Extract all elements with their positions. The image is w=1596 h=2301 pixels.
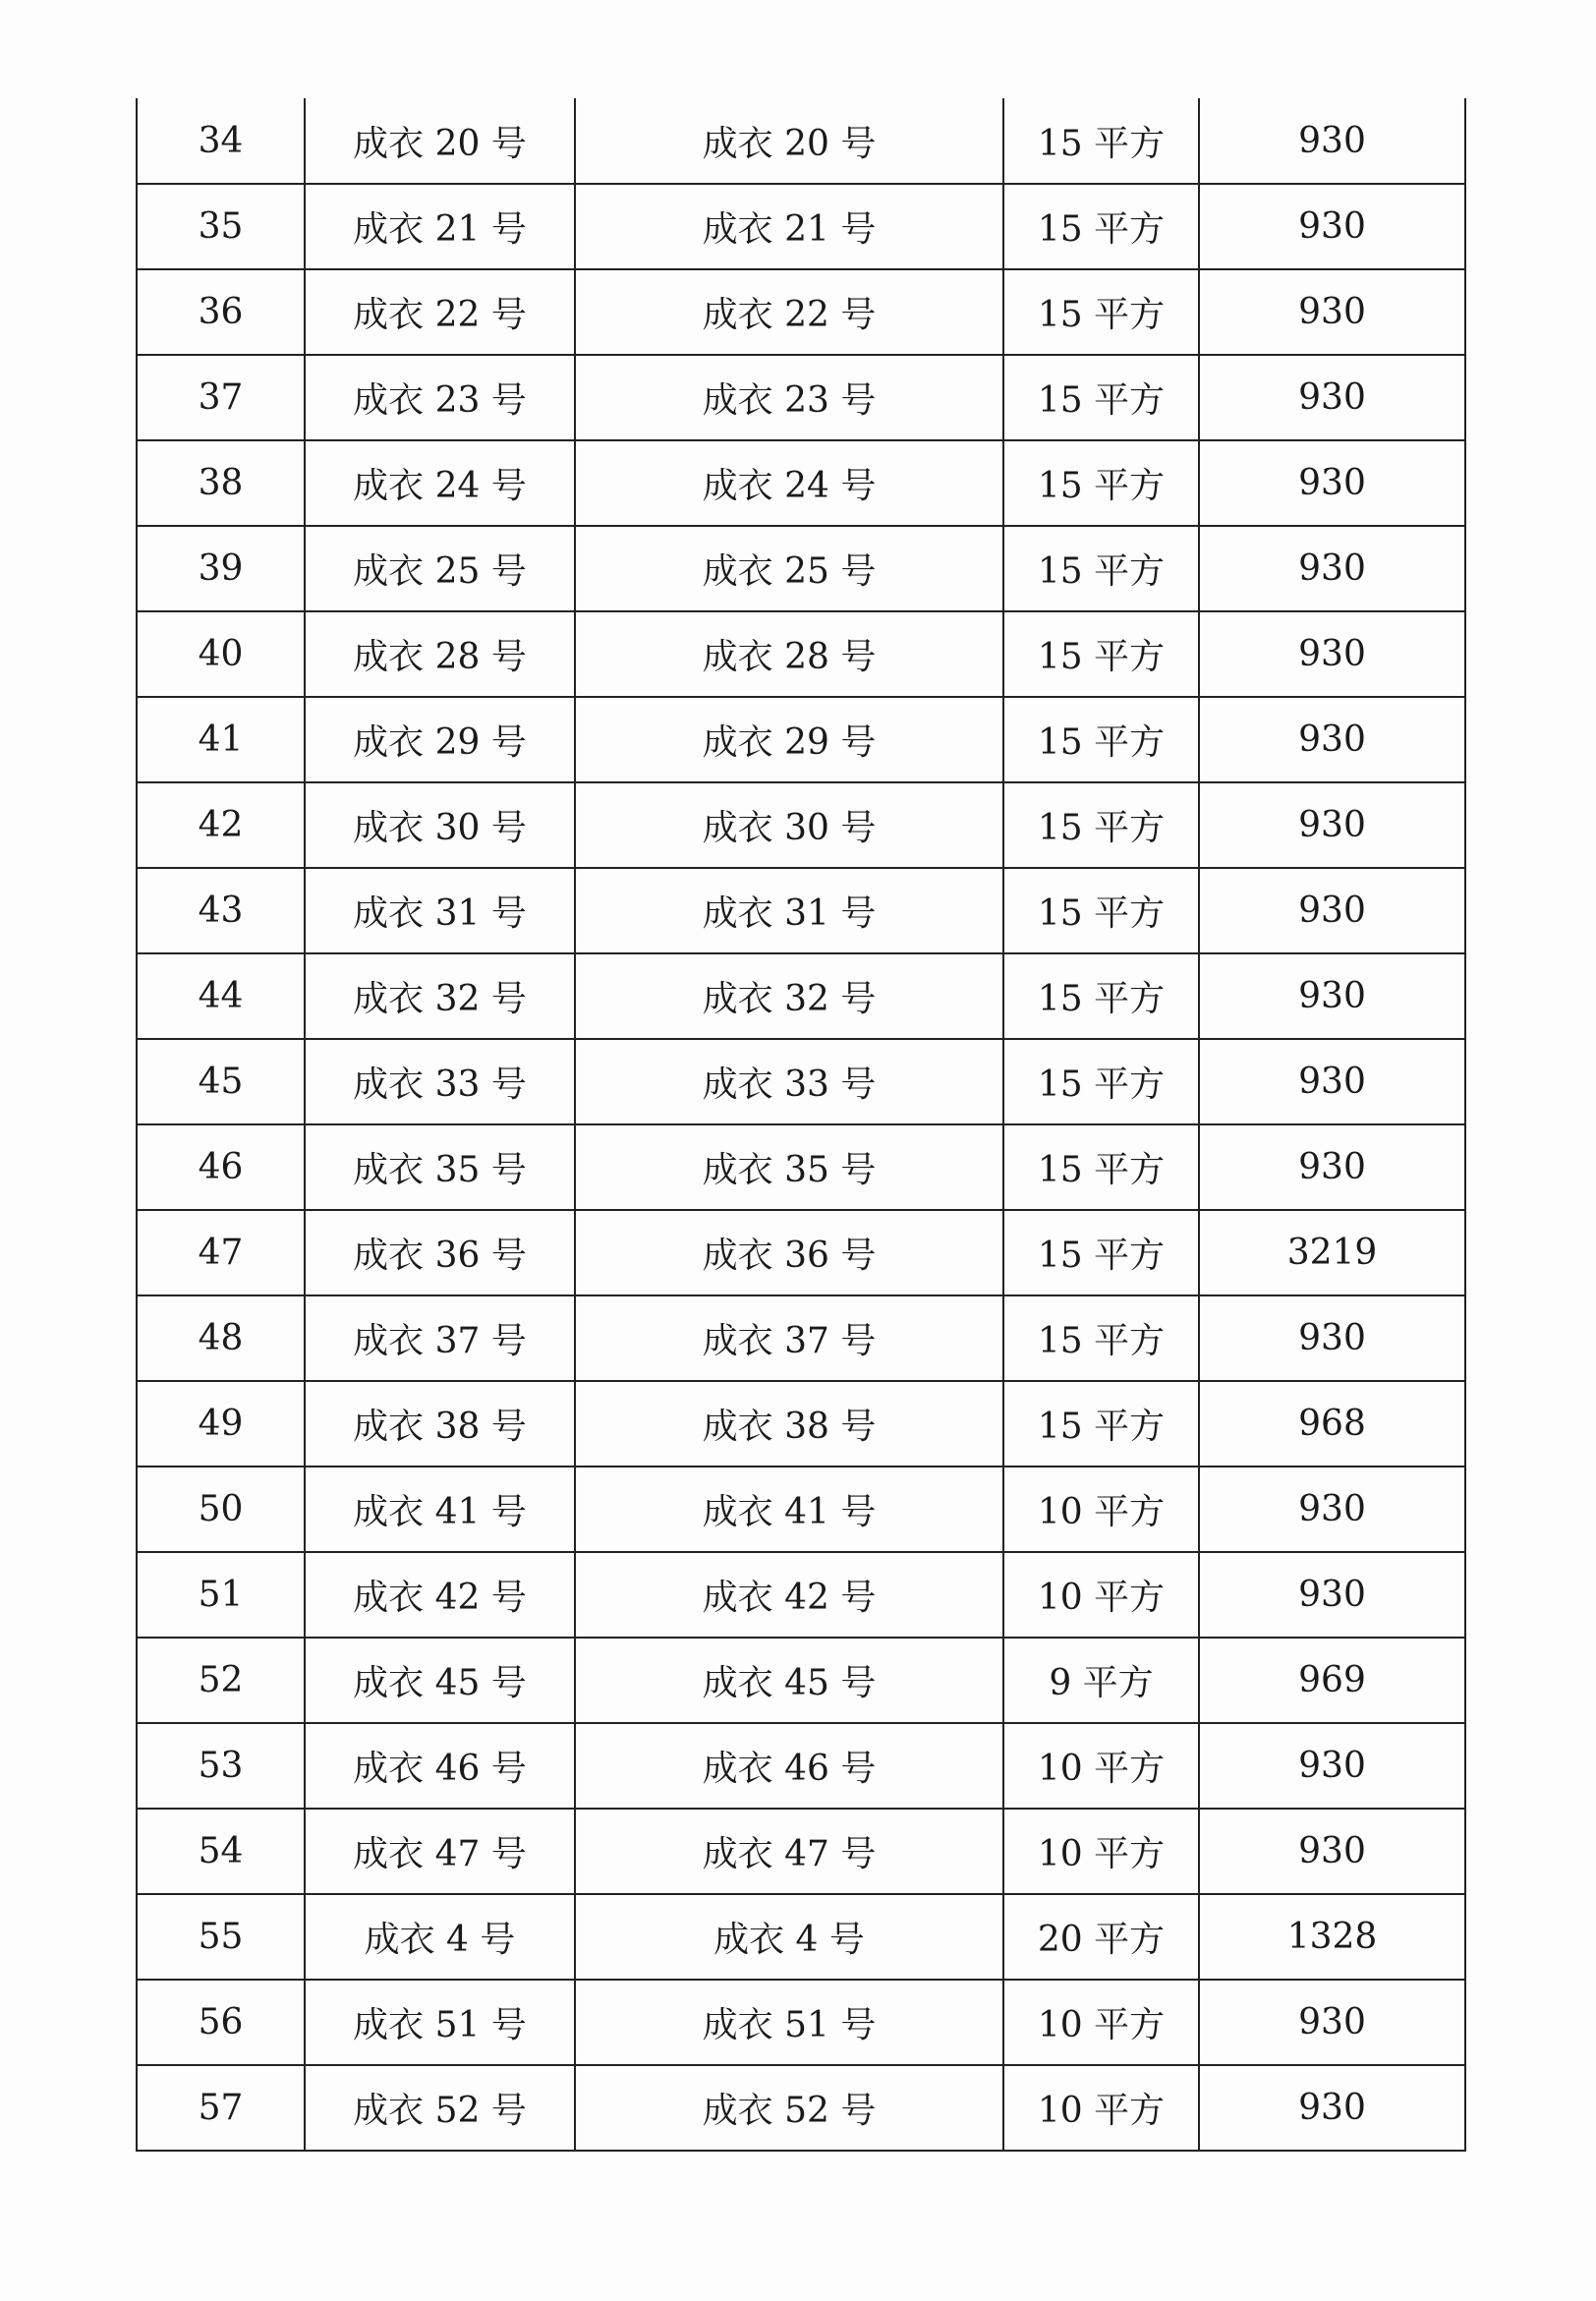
table-row bbox=[137, 1552, 1465, 1638]
stall-name-cell: 成衣 36 号 bbox=[305, 1210, 575, 1295]
row-number-cell: 45 bbox=[137, 1039, 305, 1124]
stall-name-cell: 成衣 47 号 bbox=[575, 1809, 1003, 1894]
stall-name-cell: 成衣 21 号 bbox=[305, 184, 575, 269]
table-row bbox=[137, 1723, 1465, 1809]
stall-name-cell: 成衣 4 号 bbox=[305, 1894, 575, 1980]
stall-name-cell: 成衣 25 号 bbox=[305, 526, 575, 611]
stall-name-cell: 成衣 21 号 bbox=[575, 184, 1003, 269]
stall-name-cell: 成衣 32 号 bbox=[305, 953, 575, 1039]
row-number-cell: 49 bbox=[137, 1381, 305, 1467]
stall-name-cell: 成衣 29 号 bbox=[575, 697, 1003, 782]
row-number-cell: 38 bbox=[137, 440, 305, 526]
stall-table bbox=[136, 98, 1466, 2152]
table-row bbox=[137, 1467, 1465, 1552]
stall-name-cell: 成衣 38 号 bbox=[305, 1381, 575, 1467]
stall-name-cell: 成衣 45 号 bbox=[305, 1638, 575, 1723]
stall-name-cell: 成衣 51 号 bbox=[305, 1980, 575, 2065]
area-cell: 15 平方 bbox=[1003, 1295, 1199, 1381]
row-number-cell: 35 bbox=[137, 184, 305, 269]
row-number-cell: 48 bbox=[137, 1295, 305, 1381]
area-cell: 15 平方 bbox=[1003, 1210, 1199, 1295]
table-row bbox=[137, 1638, 1465, 1723]
row-number-cell: 52 bbox=[137, 1638, 305, 1723]
stall-name-cell: 成衣 22 号 bbox=[575, 269, 1003, 355]
amount-cell: 930 bbox=[1199, 1467, 1465, 1552]
stall-name-cell: 成衣 52 号 bbox=[305, 2065, 575, 2151]
stall-name-cell: 成衣 51 号 bbox=[575, 1980, 1003, 2065]
amount-cell: 930 bbox=[1199, 1124, 1465, 1210]
area-cell: 15 平方 bbox=[1003, 269, 1199, 355]
table-row bbox=[137, 1809, 1465, 1894]
stall-name-cell: 成衣 22 号 bbox=[305, 269, 575, 355]
row-number-cell: 47 bbox=[137, 1210, 305, 1295]
area-cell: 15 平方 bbox=[1003, 868, 1199, 953]
stall-name-cell: 成衣 28 号 bbox=[305, 611, 575, 697]
area-cell: 15 平方 bbox=[1003, 1039, 1199, 1124]
amount-cell: 1328 bbox=[1199, 1894, 1465, 1980]
stall-name-cell: 成衣 4 号 bbox=[575, 1894, 1003, 1980]
table-row bbox=[137, 782, 1465, 868]
stall-name-cell: 成衣 36 号 bbox=[575, 1210, 1003, 1295]
amount-cell: 930 bbox=[1199, 355, 1465, 440]
table-row bbox=[137, 953, 1465, 1039]
stall-name-cell: 成衣 30 号 bbox=[575, 782, 1003, 868]
table-row bbox=[137, 1124, 1465, 1210]
amount-cell: 968 bbox=[1199, 1381, 1465, 1467]
stall-name-cell: 成衣 24 号 bbox=[575, 440, 1003, 526]
table-body bbox=[137, 98, 1465, 2151]
table-row bbox=[137, 184, 1465, 269]
stall-name-cell: 成衣 33 号 bbox=[305, 1039, 575, 1124]
area-cell: 15 平方 bbox=[1003, 1381, 1199, 1467]
row-number-cell: 36 bbox=[137, 269, 305, 355]
table-row bbox=[137, 1039, 1465, 1124]
stall-name-cell: 成衣 46 号 bbox=[305, 1723, 575, 1809]
amount-cell: 930 bbox=[1199, 1980, 1465, 2065]
area-cell: 15 平方 bbox=[1003, 440, 1199, 526]
stall-name-cell: 成衣 42 号 bbox=[305, 1552, 575, 1638]
stall-name-cell: 成衣 45 号 bbox=[575, 1638, 1003, 1723]
table-row bbox=[137, 2065, 1465, 2151]
stall-name-cell: 成衣 47 号 bbox=[305, 1809, 575, 1894]
table-row bbox=[137, 1980, 1465, 2065]
amount-cell: 930 bbox=[1199, 2065, 1465, 2151]
area-cell: 15 平方 bbox=[1003, 355, 1199, 440]
row-number-cell: 53 bbox=[137, 1723, 305, 1809]
row-number-cell: 37 bbox=[137, 355, 305, 440]
row-number-cell: 43 bbox=[137, 868, 305, 953]
stall-name-cell: 成衣 35 号 bbox=[575, 1124, 1003, 1210]
amount-cell: 930 bbox=[1199, 98, 1465, 184]
row-number-cell: 34 bbox=[137, 98, 305, 184]
amount-cell: 930 bbox=[1199, 1295, 1465, 1381]
table-row bbox=[137, 1381, 1465, 1467]
amount-cell: 930 bbox=[1199, 611, 1465, 697]
stall-name-cell: 成衣 35 号 bbox=[305, 1124, 575, 1210]
area-cell: 9 平方 bbox=[1003, 1638, 1199, 1723]
amount-cell: 930 bbox=[1199, 269, 1465, 355]
table-row bbox=[137, 355, 1465, 440]
stall-name-cell: 成衣 23 号 bbox=[575, 355, 1003, 440]
row-number-cell: 50 bbox=[137, 1467, 305, 1552]
row-number-cell: 54 bbox=[137, 1809, 305, 1894]
table-row bbox=[137, 269, 1465, 355]
area-cell: 15 平方 bbox=[1003, 611, 1199, 697]
row-number-cell: 55 bbox=[137, 1894, 305, 1980]
stall-name-cell: 成衣 20 号 bbox=[575, 98, 1003, 184]
area-cell: 15 平方 bbox=[1003, 953, 1199, 1039]
table-row bbox=[137, 697, 1465, 782]
area-cell: 15 平方 bbox=[1003, 782, 1199, 868]
area-cell: 15 平方 bbox=[1003, 98, 1199, 184]
area-cell: 15 平方 bbox=[1003, 1124, 1199, 1210]
stall-name-cell: 成衣 41 号 bbox=[575, 1467, 1003, 1552]
table-row bbox=[137, 1295, 1465, 1381]
stall-name-cell: 成衣 52 号 bbox=[575, 2065, 1003, 2151]
table-row bbox=[137, 868, 1465, 953]
stall-name-cell: 成衣 23 号 bbox=[305, 355, 575, 440]
stall-name-cell: 成衣 42 号 bbox=[575, 1552, 1003, 1638]
stall-name-cell: 成衣 31 号 bbox=[305, 868, 575, 953]
amount-cell: 930 bbox=[1199, 1039, 1465, 1124]
table-row bbox=[137, 1210, 1465, 1295]
area-cell: 10 平方 bbox=[1003, 1552, 1199, 1638]
amount-cell: 930 bbox=[1199, 1809, 1465, 1894]
amount-cell: 930 bbox=[1199, 1552, 1465, 1638]
row-number-cell: 46 bbox=[137, 1124, 305, 1210]
table-row bbox=[137, 526, 1465, 611]
area-cell: 10 平方 bbox=[1003, 2065, 1199, 2151]
stall-name-cell: 成衣 38 号 bbox=[575, 1381, 1003, 1467]
amount-cell: 930 bbox=[1199, 526, 1465, 611]
row-number-cell: 40 bbox=[137, 611, 305, 697]
area-cell: 20 平方 bbox=[1003, 1894, 1199, 1980]
amount-cell: 3219 bbox=[1199, 1210, 1465, 1295]
stall-name-cell: 成衣 20 号 bbox=[305, 98, 575, 184]
stall-name-cell: 成衣 32 号 bbox=[575, 953, 1003, 1039]
table-row bbox=[137, 440, 1465, 526]
stall-name-cell: 成衣 29 号 bbox=[305, 697, 575, 782]
amount-cell: 930 bbox=[1199, 440, 1465, 526]
stall-name-cell: 成衣 31 号 bbox=[575, 868, 1003, 953]
stall-name-cell: 成衣 24 号 bbox=[305, 440, 575, 526]
stall-name-cell: 成衣 46 号 bbox=[575, 1723, 1003, 1809]
amount-cell: 930 bbox=[1199, 184, 1465, 269]
stall-name-cell: 成衣 25 号 bbox=[575, 526, 1003, 611]
stall-name-cell: 成衣 28 号 bbox=[575, 611, 1003, 697]
area-cell: 15 平方 bbox=[1003, 526, 1199, 611]
amount-cell: 930 bbox=[1199, 782, 1465, 868]
row-number-cell: 39 bbox=[137, 526, 305, 611]
area-cell: 15 平方 bbox=[1003, 697, 1199, 782]
stall-name-cell: 成衣 33 号 bbox=[575, 1039, 1003, 1124]
area-cell: 10 平方 bbox=[1003, 1980, 1199, 2065]
stall-name-cell: 成衣 37 号 bbox=[575, 1295, 1003, 1381]
stall-name-cell: 成衣 41 号 bbox=[305, 1467, 575, 1552]
table-row bbox=[137, 611, 1465, 697]
row-number-cell: 42 bbox=[137, 782, 305, 868]
amount-cell: 930 bbox=[1199, 953, 1465, 1039]
row-number-cell: 51 bbox=[137, 1552, 305, 1638]
area-cell: 10 平方 bbox=[1003, 1723, 1199, 1809]
amount-cell: 969 bbox=[1199, 1638, 1465, 1723]
table-row bbox=[137, 1894, 1465, 1980]
stall-name-cell: 成衣 37 号 bbox=[305, 1295, 575, 1381]
area-cell: 15 平方 bbox=[1003, 184, 1199, 269]
amount-cell: 930 bbox=[1199, 697, 1465, 782]
row-number-cell: 57 bbox=[137, 2065, 305, 2151]
area-cell: 10 平方 bbox=[1003, 1467, 1199, 1552]
amount-cell: 930 bbox=[1199, 868, 1465, 953]
amount-cell: 930 bbox=[1199, 1723, 1465, 1809]
stall-name-cell: 成衣 30 号 bbox=[305, 782, 575, 868]
row-number-cell: 41 bbox=[137, 697, 305, 782]
row-number-cell: 56 bbox=[137, 1980, 305, 2065]
row-number-cell: 44 bbox=[137, 953, 305, 1039]
area-cell: 10 平方 bbox=[1003, 1809, 1199, 1894]
table-row bbox=[137, 98, 1465, 184]
